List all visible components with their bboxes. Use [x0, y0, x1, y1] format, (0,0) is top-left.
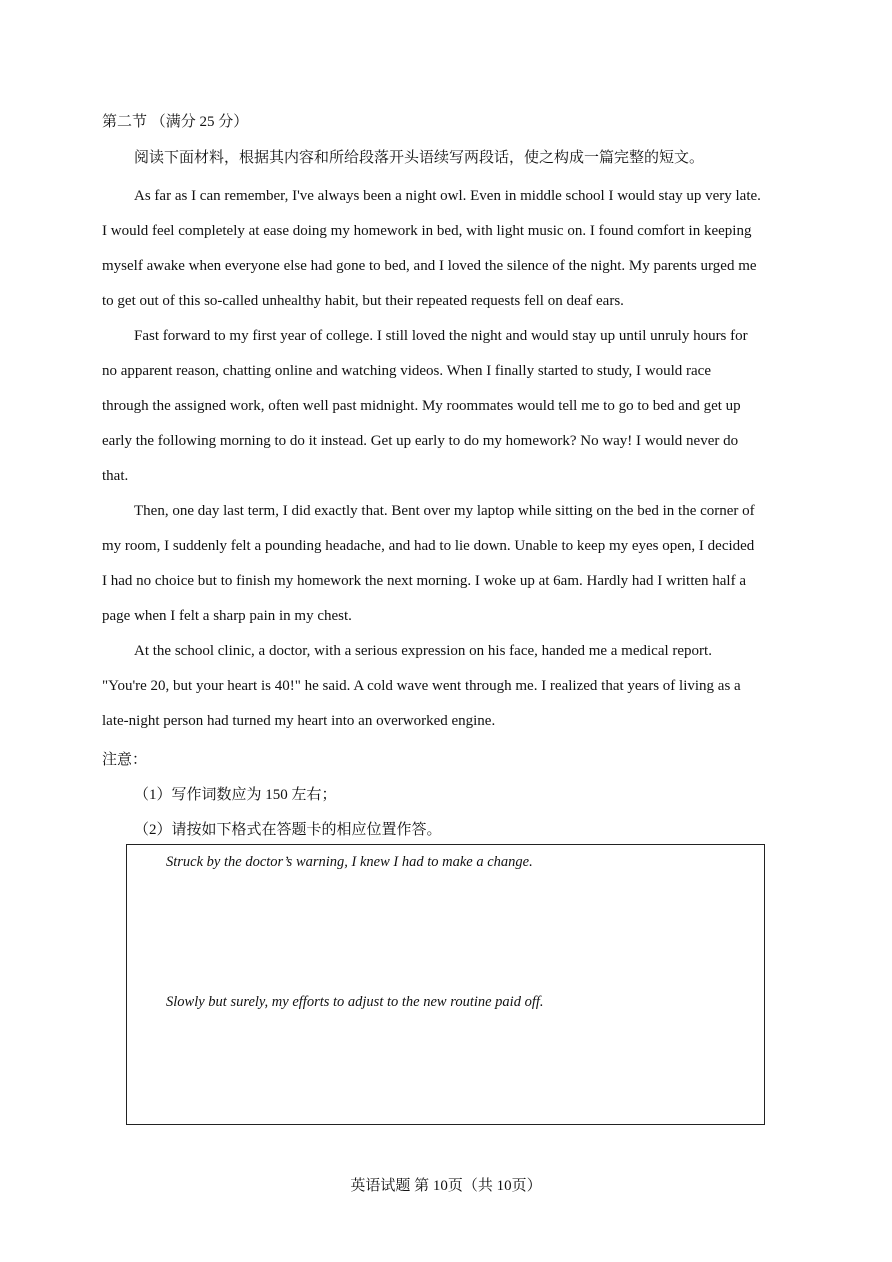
- passage-line: to get out of this so-called unhealthy habit, but their repeated requests fell on deaf ears.: [102, 293, 624, 309]
- task-instruction: 阅读下面材料，根据其内容和所给段落开头语续写两段话，使之构成一篇完整的短文。: [134, 150, 705, 166]
- passage-line: At the school clinic, a doctor, with a serious expression on his face, handed me a medical report.: [134, 643, 712, 659]
- passage-line: Fast forward to my first year of college. I still loved the night and would stay up until unruly hours for: [134, 328, 748, 344]
- passage-line: early the following morning to do it instead. Get up early to do my homework? No way! I would never do: [102, 433, 739, 449]
- passage-line: Then, one day last term, I did exactly that. Bent over my laptop while sitting on the bed in the corner of: [134, 503, 755, 519]
- passage-line: through the assigned work, often well past midnight. My roommates would tell me to go to bed and get up: [102, 398, 741, 414]
- note-item: （1）写作词数应为 150 左右；: [134, 787, 337, 803]
- passage-line: no apparent reason, chatting online and watching videos. When I finally started to study, I would race: [102, 363, 711, 379]
- section-heading: 第二节 （满分 25 分）: [102, 114, 249, 130]
- passage-line: my room, I suddenly felt a pounding headache, and had to lie down. Unable to keep my eyes open, I decided: [102, 538, 755, 554]
- page-footer: 英语试题 第 10页（共 10页）: [350, 1178, 542, 1194]
- notes-title: 注意：: [102, 752, 148, 768]
- passage-line: I would feel completely at ease doing my homework in bed, with light music on. I found comfort in keeping: [102, 223, 752, 239]
- passage-line: "You're 20, but your heart is 40!" he said. A cold wave went through me. I realized that years of living as a: [102, 678, 741, 694]
- passage-line: myself awake when everyone else had gone to bed, and I loved the silence of the night. My parents urged me: [102, 258, 757, 274]
- passage-line: late-night person had turned my heart into an overworked engine.: [102, 713, 496, 729]
- passage-line: page when I felt a sharp pain in my chest.: [102, 608, 352, 624]
- passage-line: As far as I can remember, I've always been a night owl. Even in middle school I would stay up very late.: [134, 188, 761, 204]
- paragraph-opener-1: Struck by the doctor’s warning, I knew I had to make a change.: [166, 854, 533, 870]
- passage-line: that.: [102, 468, 129, 484]
- answer-box[interactable]: [126, 844, 765, 1125]
- passage-line: I had no choice but to finish my homework the next morning. I woke up at 6am. Hardly had I written half a: [102, 573, 747, 589]
- note-item: （2）请按如下格式在答题卡的相应位置作答。: [134, 822, 442, 838]
- paragraph-opener-2: Slowly but surely, my efforts to adjust to the new routine paid off.: [166, 994, 544, 1010]
